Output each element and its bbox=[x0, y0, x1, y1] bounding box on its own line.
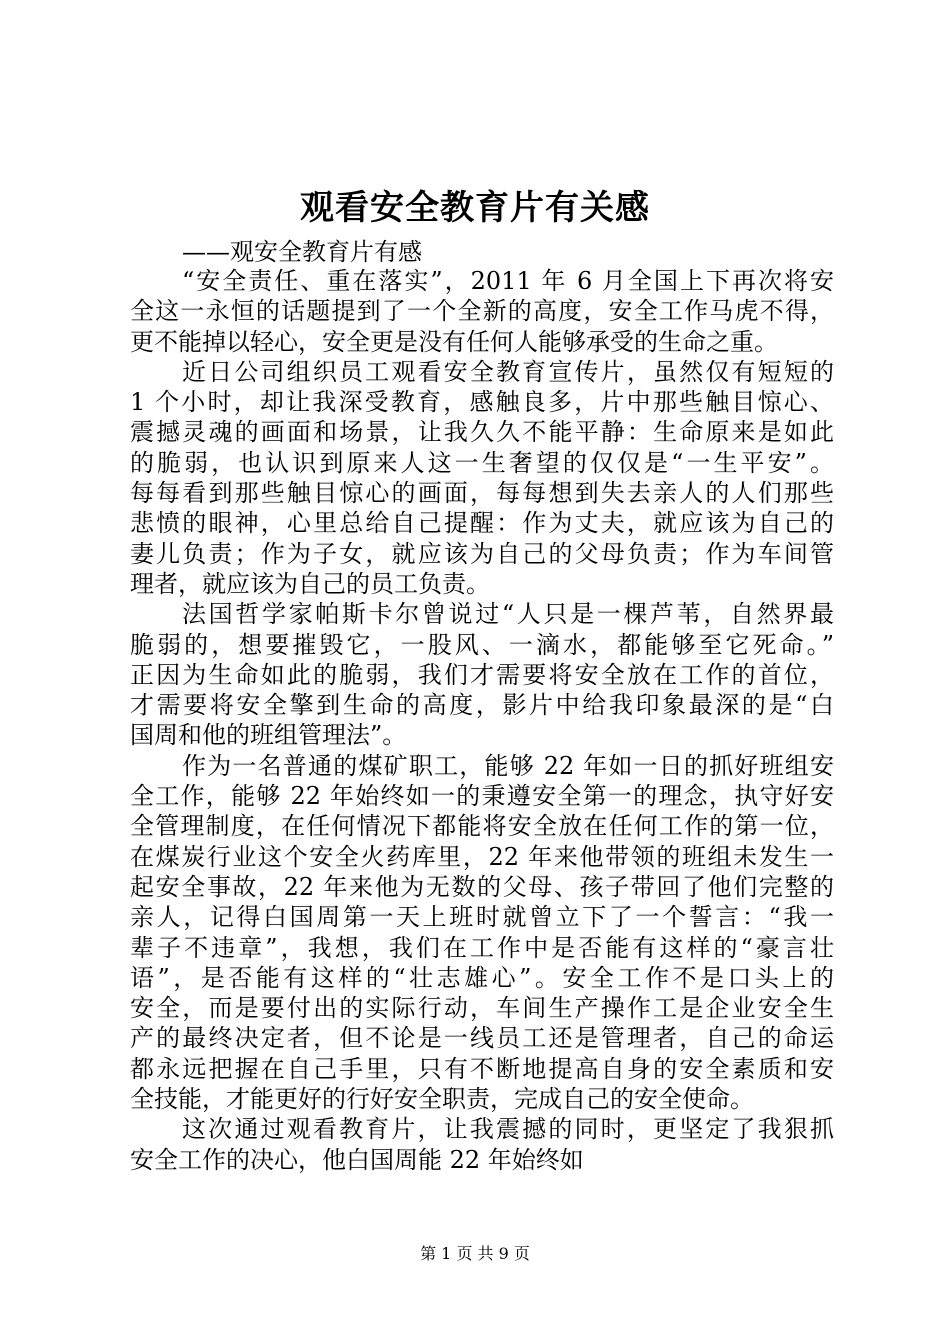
paragraph-line: 全工作，能够 22 年始终如一的秉遵安全第一的理念，执守好安 bbox=[130, 782, 834, 811]
paragraph-line: 作为一名普通的煤矿职工，能够 22 年如一日的抓好班组安 bbox=[182, 751, 834, 780]
document-body bbox=[130, 266, 834, 1175]
paragraph-line: 妻儿负责；作为子女，就应该为自己的父母负责；作为车间管 bbox=[130, 539, 834, 568]
paragraph-line: 理者，就应该为自己的员工负责。 bbox=[130, 569, 490, 598]
document-subtitle: ——观安全教育片有感 bbox=[182, 238, 422, 266]
paragraph-line: 起安全事故，22 年来他为无数的父母、孩子带回了他们完整的 bbox=[130, 872, 834, 901]
paragraph-5 bbox=[130, 1114, 834, 1175]
paragraph-line: 近日公司组织员工观看安全教育宣传片，虽然仅有短短的 bbox=[182, 357, 834, 386]
paragraph-line: 亲人，记得白国周第一天上班时就曾立下了一个誓言：“我一 bbox=[130, 903, 834, 932]
paragraph-2 bbox=[130, 357, 834, 599]
paragraph-line: 在煤炭行业这个安全火药库里，22 年来他带领的班组未发生一 bbox=[130, 842, 834, 871]
paragraph-line: 1 个小时，却让我深受教育，感触良多，片中那些触目惊心、 bbox=[130, 388, 834, 417]
paragraph-line: 震撼灵魂的画面和场景，让我久久不能平静：生命原来是如此 bbox=[130, 418, 834, 447]
paragraph-line: 的脆弱，也认识到原来人这一生奢望的仅仅是“一生平安”。 bbox=[130, 448, 834, 477]
page-number-footer: 第 1 页 共 9 页 bbox=[420, 1244, 530, 1263]
paragraph-4 bbox=[130, 751, 834, 1115]
paragraph-line: 才需要将安全擎到生命的高度，影片中给我印象最深的是“白 bbox=[130, 691, 834, 720]
paragraph-line: 全技能，才能更好的行好安全职责，完成自己的安全使命。 bbox=[130, 1085, 754, 1114]
paragraph-line: 全这一永恒的话题提到了一个全新的高度，安全工作马虎不得， bbox=[130, 297, 834, 326]
paragraph-line: 这次通过观看教育片，让我震撼的同时，更坚定了我狠抓 bbox=[182, 1115, 834, 1144]
document-title: 观看安全教育片有关感 bbox=[300, 188, 650, 228]
paragraph-line: 产的最终决定者，但不论是一线员工还是管理者，自己的命运 bbox=[130, 1024, 834, 1053]
paragraph-line: 语”，是否能有这样的“壮志雄心”。安全工作不是口头上的 bbox=[130, 963, 834, 992]
paragraph-line: 安全，而是要付出的实际行动，车间生产操作工是企业安全生 bbox=[130, 994, 834, 1023]
paragraph-line: 辈子不违章”，我想，我们在工作中是否能有这样的“豪言壮 bbox=[130, 933, 834, 962]
paragraph-line: 正因为生命如此的脆弱，我们才需要将安全放在工作的首位， bbox=[130, 660, 834, 689]
paragraph-line: “安全责任、重在落实”，2011 年 6 月全国上下再次将安 bbox=[182, 267, 834, 295]
paragraph-line: 每每看到那些触目惊心的画面，每每想到失去亲人的人们那些 bbox=[130, 479, 834, 508]
paragraph-line: 安全工作的决心，他白国周能 22 年始终如 bbox=[130, 1145, 584, 1174]
paragraph-line: 都永远把握在自己手里，只有不断地提高自身的安全素质和安 bbox=[130, 1054, 834, 1083]
paragraph-line: 全管理制度，在任何情况下都能将安全放在任何工作的第一位， bbox=[130, 812, 834, 841]
paragraph-line: 法国哲学家帕斯卡尔曾说过“人只是一棵芦苇，自然界最 bbox=[182, 600, 834, 629]
paragraph-line: 悲愤的眼神，心里总给自己提醒：作为丈夫，就应该为自己的 bbox=[130, 509, 834, 538]
paragraph-line: 国周和他的班组管理法”。 bbox=[130, 721, 407, 750]
paragraph-line: 脆弱的，想要摧毁它，一股风、一滴水，都能够至它死命。” bbox=[130, 630, 834, 659]
paragraph-3 bbox=[130, 599, 834, 750]
paragraph-line: 更不能掉以轻心，安全更是没有任何人能够承受的生命之重。 bbox=[130, 327, 778, 356]
paragraph-1 bbox=[130, 266, 834, 357]
